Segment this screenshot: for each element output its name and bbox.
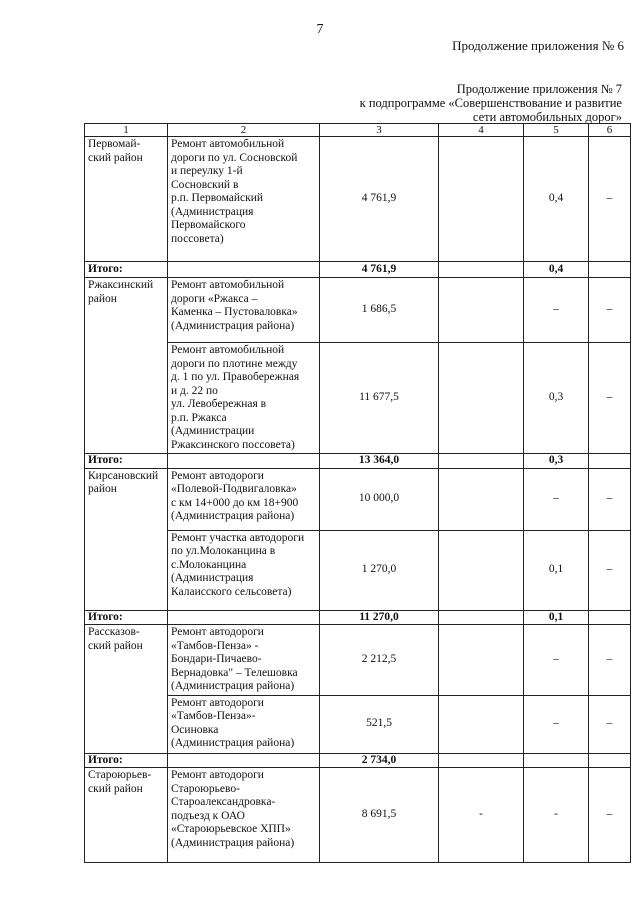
total-empty-cell xyxy=(168,454,320,469)
column-4-cell xyxy=(439,625,524,696)
page-number: 7 xyxy=(316,22,324,37)
column-6-cell: – xyxy=(589,768,631,863)
column-5-cell: – xyxy=(524,468,589,530)
amount-cell: 11 677,5 xyxy=(320,343,439,454)
total-empty-cell xyxy=(589,610,631,625)
column-5-cell: 0,3 xyxy=(524,343,589,454)
column-header: 3 xyxy=(320,124,439,137)
work-description-cell: Ремонт автомобильной дороги «Ржакса – Каменка – Пустоваловка» (Администрация района) xyxy=(168,278,320,343)
amount-cell: 521,5 xyxy=(320,695,439,753)
amount-cell: 1 270,0 xyxy=(320,530,439,610)
column-header: 6 xyxy=(589,124,631,137)
work-description-cell: Ремонт автодороги «Тамбов-Пенза» - Бондари-Пичаево- Вернадовка" – Телешовка (Администрация района) xyxy=(168,625,320,696)
total-empty-cell xyxy=(439,454,524,469)
column-6-cell: – xyxy=(589,468,631,530)
total-empty-cell xyxy=(589,454,631,469)
amount-cell: 10 000,0 xyxy=(320,468,439,530)
work-description-cell: Ремонт участка автодороги по ул.Молоканцина в с.Молоканцина (Администрация Калаисского сельсовета) xyxy=(168,530,320,610)
total-amount: 2 734,0 xyxy=(320,753,439,768)
column-4-cell xyxy=(439,278,524,343)
column-5-cell: 0,1 xyxy=(524,530,589,610)
total-empty-cell xyxy=(439,610,524,625)
roads-table xyxy=(84,123,631,863)
amount-cell: 2 212,5 xyxy=(320,625,439,696)
column-5-cell: – xyxy=(524,695,589,753)
total-label: Итого: xyxy=(85,262,168,278)
appendix-header: Продолжение приложения № 6 xyxy=(452,38,624,53)
column-6-cell: – xyxy=(589,530,631,610)
total-label: Итого: xyxy=(85,610,168,625)
column-4-cell xyxy=(439,468,524,530)
table-row xyxy=(85,768,631,863)
column-4-cell: - xyxy=(439,768,524,863)
work-description-cell: Ремонт автодороги «Полевой-Подвигаловка» с км 14+000 до км 18+900 (Администрация района) xyxy=(168,468,320,530)
total-column-5: 0,3 xyxy=(524,454,589,469)
column-header: 1 xyxy=(85,124,168,137)
total-empty-cell xyxy=(168,753,320,768)
total-row xyxy=(85,454,631,469)
work-description-cell: Ремонт автодороги «Тамбов-Пенза»- Осиновка (Администрация района) xyxy=(168,695,320,753)
total-empty-cell xyxy=(439,753,524,768)
total-label: Итого: xyxy=(85,454,168,469)
column-5-cell: – xyxy=(524,625,589,696)
district-cell: Первомай- ский район xyxy=(85,137,168,262)
roads-table-body xyxy=(85,124,631,863)
total-empty-cell xyxy=(439,262,524,278)
column-header: 5 xyxy=(524,124,589,137)
column-6-cell: – xyxy=(589,278,631,343)
table-row xyxy=(85,468,631,530)
work-description-cell: Ремонт автомобильной дороги по ул. Сосновской и переулку 1-й Сосновский в р.п. Первомайский (Администрация Первомайского поссовета) xyxy=(168,137,320,262)
column-4-cell xyxy=(439,343,524,454)
district-cell: Ржаксинский район xyxy=(85,278,168,454)
column-6-cell: – xyxy=(589,343,631,454)
column-4-cell xyxy=(439,530,524,610)
appendix-subheader: Продолжение приложения № 7 к подпрограмме «Совершенствование и развитие сети автомобильных дорог» xyxy=(359,82,622,124)
total-amount: 4 761,9 xyxy=(320,262,439,278)
total-column-5: 0,4 xyxy=(524,262,589,278)
total-amount: 13 364,0 xyxy=(320,454,439,469)
total-empty-cell xyxy=(589,262,631,278)
amount-cell: 4 761,9 xyxy=(320,137,439,262)
total-empty-cell xyxy=(589,753,631,768)
column-6-cell: – xyxy=(589,625,631,696)
column-header: 2 xyxy=(168,124,320,137)
column-5-cell: - xyxy=(524,768,589,863)
amount-cell: 8 691,5 xyxy=(320,768,439,863)
district-cell: Рассказов- ский район xyxy=(85,625,168,754)
column-6-cell: – xyxy=(589,137,631,262)
column-5-cell: – xyxy=(524,278,589,343)
column-4-cell xyxy=(439,137,524,262)
district-cell: Староюрьев- ский район xyxy=(85,768,168,863)
work-description-cell: Ремонт автодороги Староюрьево- Староалександровка- подъезд к ОАО «Староюрьевское ХПП» (Администрация района) xyxy=(168,768,320,863)
total-label: Итого: xyxy=(85,753,168,768)
total-row xyxy=(85,753,631,768)
total-amount: 11 270,0 xyxy=(320,610,439,625)
amount-cell: 1 686,5 xyxy=(320,278,439,343)
table-row xyxy=(85,625,631,696)
column-5-cell: 0,4 xyxy=(524,137,589,262)
total-row xyxy=(85,610,631,625)
column-header: 4 xyxy=(439,124,524,137)
column-6-cell: – xyxy=(589,695,631,753)
table-row xyxy=(85,278,631,343)
column-numbers-row xyxy=(85,124,631,137)
column-4-cell xyxy=(439,695,524,753)
work-description-cell: Ремонт автомобильной дороги по плотине между д. 1 по ул. Правобережная и д. 22 по ул. Левобережная в р.п. Ржакса (Администрации Ржаксинского поссовета) xyxy=(168,343,320,454)
total-column-5 xyxy=(524,753,589,768)
total-empty-cell xyxy=(168,262,320,278)
table-row xyxy=(85,137,631,262)
total-column-5: 0,1 xyxy=(524,610,589,625)
district-cell: Кирсановский район xyxy=(85,468,168,610)
total-empty-cell xyxy=(168,610,320,625)
total-row xyxy=(85,262,631,278)
